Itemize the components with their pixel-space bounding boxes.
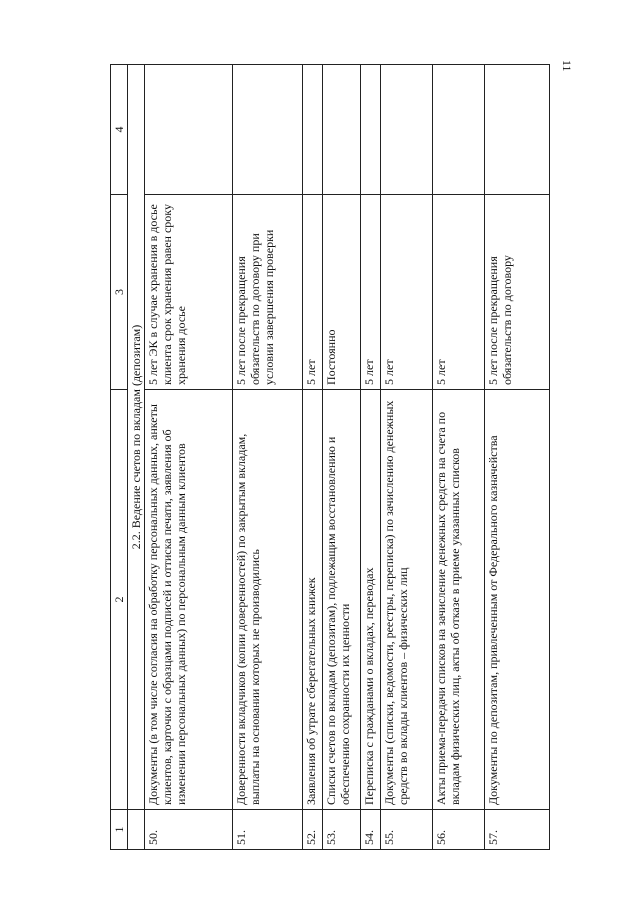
row-term: 5 лет — [381, 195, 433, 390]
row-note — [381, 65, 433, 195]
column-header-1: 1 — [111, 810, 128, 850]
retention-table-rotated — [110, 65, 550, 850]
row-note — [303, 65, 323, 195]
row-description: Документы (в том числе согласия на обработку персональных данных, анкеты клиентов, карточки с образцами подписей и оттиска печати, заявления об изменении персональных данных) по персональным данным клиентов — [145, 390, 233, 810]
section-empty-cell — [128, 810, 145, 850]
column-header-3: 3 — [111, 195, 128, 390]
row-description: Переписка с гражданами о вкладах, переводах — [361, 390, 381, 810]
row-number: 55. — [381, 810, 433, 850]
row-term: 5 лет — [433, 195, 485, 390]
row-description: Документы по депозитам, привлеченным от Федерального казначейства — [485, 390, 550, 810]
column-header-2: 2 — [111, 390, 128, 810]
retention-table — [110, 64, 550, 850]
row-number: 52. — [303, 810, 323, 850]
row-description: Акты приема-передачи списков на зачисление денежных средств на счета по вкладам физических лиц, акты об отказе в приеме указанных списков — [433, 390, 485, 810]
table-row — [381, 65, 433, 850]
row-description: Документы (списки, ведомости, реестры, переписка) по зачислению денежных средств во вклады клиентов – физических лиц — [381, 390, 433, 810]
row-note — [323, 65, 361, 195]
row-number: 51. — [233, 810, 303, 850]
table-row — [323, 65, 361, 850]
row-note — [145, 65, 233, 195]
section-row — [128, 65, 145, 850]
row-term: 5 лет после прекращения обязательств по договору — [485, 195, 550, 390]
row-note — [233, 65, 303, 195]
table-row — [485, 65, 550, 850]
row-term: 5 лет после прекращения обязательств по договору при условии завершения проверки — [233, 195, 303, 390]
row-number: 50. — [145, 810, 233, 850]
row-term: 5 лет ЭК в случае хранения в досье клиента срок хранения равен сроку хранения досье — [145, 195, 233, 390]
row-note — [485, 65, 550, 195]
row-description: Доверенности вкладчиков (копии доверенностей) по закрытым вкладам, выплаты на основании которых не производились — [233, 390, 303, 810]
table-row — [233, 65, 303, 850]
table-row — [361, 65, 381, 850]
row-number: 53. — [323, 810, 361, 850]
table-row — [433, 65, 485, 850]
row-number: 57. — [485, 810, 550, 850]
section-title: 2.2. Ведение счетов по вкладам (депозитам) — [128, 65, 145, 810]
row-number: 54. — [361, 810, 381, 850]
table-row — [145, 65, 233, 850]
row-note — [361, 65, 381, 195]
row-description: Списки счетов по вкладам (депозитам), подлежащим восстановлению и обеспечению сохранности их ценности — [323, 390, 361, 810]
column-header-4: 4 — [111, 65, 128, 195]
row-term: Постоянно — [323, 195, 361, 390]
header-row — [111, 65, 128, 850]
row-term: 5 лет — [361, 195, 381, 390]
row-description: Заявления об утрате сберегательных книжек — [303, 390, 323, 810]
row-term: 5 лет — [303, 195, 323, 390]
table-row — [303, 65, 323, 850]
row-note — [433, 65, 485, 195]
row-number: 56. — [433, 810, 485, 850]
page-number: 11 — [560, 60, 574, 72]
